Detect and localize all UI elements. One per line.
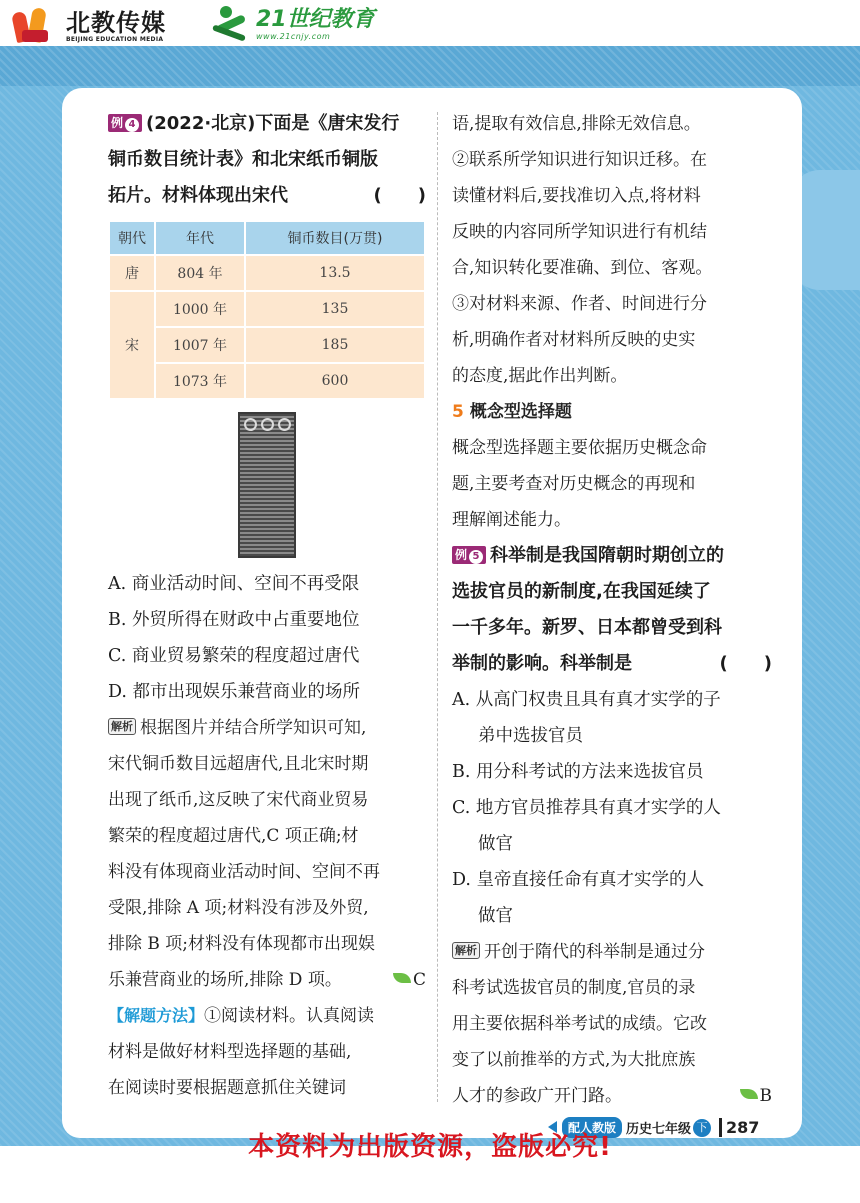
method-line: 语,提取有效信息,排除无效信息。 (452, 114, 701, 134)
example4-options (108, 566, 426, 710)
method-left (108, 998, 426, 1106)
option-c: C. 地方官员推荐具有真才实学的人 (452, 798, 721, 818)
table-header: 朝代 (109, 221, 155, 255)
table-cell-year: 1007 年 (155, 327, 245, 363)
table-row (109, 363, 425, 399)
method-line: 材料是做好材料型选择题的基础, (108, 1042, 352, 1062)
answer-paren: ( ) (719, 653, 772, 674)
right-column (452, 106, 772, 1114)
coin-table (108, 220, 426, 400)
analysis-line: 用主要依据科举考试的成绩。它改 (452, 1014, 707, 1034)
example4-line-1: 例 4 (2022·北京)下面是《唐宋发行 (108, 106, 426, 142)
method-right (452, 106, 772, 394)
table-cell-count: 13.5 (245, 255, 425, 291)
example5-line-3: 一千多年。新罗、日本都曾受到科 (452, 617, 722, 638)
option-d: D. 皇帝直接任命有真才实学的人 (452, 870, 705, 890)
answer-paren: ( ) (373, 185, 426, 206)
beijing-education-media-logo (8, 6, 166, 46)
example4-line-2: 铜币数目统计表》和北宋纸币铜版 (108, 149, 378, 170)
method-line: 在阅读时要根据题意抓住关键词 (108, 1078, 346, 1098)
method-line: 读懂材料后,要找准切入点,将材料 (452, 186, 701, 206)
method-line: 的态度,据此作出判断。 (452, 366, 628, 386)
method-line: ②联系所学知识进行知识迁移。在 (452, 150, 707, 170)
analysis-line: 人才的参政广开门路。 B (452, 1078, 772, 1114)
example-tag: 例 4 (108, 114, 142, 132)
table-row (109, 327, 425, 363)
table-row (109, 255, 425, 291)
leaf-icon (393, 973, 411, 983)
table-header-row (109, 221, 425, 255)
analysis-line: 出现了纸币,这反映了宋代商业贸易 (108, 790, 369, 810)
analysis-line: 科考试选拔官员的制度,官员的录 (452, 978, 696, 998)
analysis-line: 解析 根据图片并结合所学知识可知, (108, 710, 426, 746)
subject-label: 历史七年级 (626, 1122, 692, 1137)
analysis-tag: 解析 (108, 718, 136, 735)
frame-top-strip (0, 46, 860, 86)
header (0, 0, 860, 50)
table-header: 年代 (155, 221, 245, 255)
option-a: A. 商业活动时间、空间不再受限 (108, 574, 360, 594)
page-number: 287 (719, 1118, 759, 1137)
analysis-line: 受限,排除 A 项;材料没有涉及外贸, (108, 898, 369, 918)
analysis-line: 繁荣的程度超过唐代,C 项正确;材 (108, 826, 359, 846)
example5-line-4: 举制的影响。科举制是 ( ) (452, 646, 772, 682)
answer: C (393, 962, 426, 998)
21cnjy-logo (210, 4, 375, 44)
option-b: B. 用分科考试的方法来选拔官员 (452, 762, 704, 782)
analysis-line: 宋代铜币数目远超唐代,且北宋时期 (108, 754, 369, 774)
table-cell-count: 135 (245, 291, 425, 327)
table-header: 铜币数目(万贯) (245, 221, 425, 255)
table-cell-count: 185 (245, 327, 425, 363)
section5-line: 理解阐述能力。 (452, 510, 571, 530)
table-cell-year: 804 年 (155, 255, 245, 291)
example5-line-1: 例 5 科举制是我国隋朝时期创立的 (452, 538, 772, 574)
paper-money-rubbing-image (238, 412, 296, 558)
volume-badge: 下 (693, 1119, 711, 1137)
section5-body (452, 430, 772, 538)
option-b: B. 外贸所得在财政中占重要地位 (108, 610, 360, 630)
table-cell-dynasty: 宋 (109, 291, 155, 399)
analysis-tag: 解析 (452, 942, 480, 959)
section5-line: 概念型选择题主要依据历史概念命 (452, 438, 707, 458)
logo1-name: 北教传媒 (66, 8, 166, 37)
table-row (109, 291, 425, 327)
section5-line: 题,主要考查对历史概念的再现和 (452, 474, 696, 494)
analysis-line: 乐兼营商业的场所,排除 D 项。 C (108, 962, 426, 998)
answer: B (740, 1078, 773, 1114)
method-line: 【解题方法】①阅读材料。认真阅读 (108, 1006, 375, 1026)
example5-options (452, 682, 772, 934)
edition-badge: 配人教版 (562, 1117, 622, 1138)
logo2-name: 21世纪教育 (256, 6, 375, 32)
example5-stem (452, 538, 772, 682)
option-a-cont: 弟中选拔官员 (478, 726, 583, 746)
example4-stem (108, 106, 426, 214)
left-column (108, 106, 426, 1106)
table-cell-count: 600 (245, 363, 425, 399)
example5-line-2: 选拔官员的新制度,在我国延续了 (452, 581, 711, 602)
example-tag: 例 5 (452, 546, 486, 564)
logo2-url: www.21cnjy.com (256, 31, 331, 41)
leaf-icon (740, 1089, 758, 1099)
method-line: 析,明确作者对材料所反映的史实 (452, 330, 696, 350)
logo-mark-icon (8, 6, 60, 46)
table-cell-year: 1000 年 (155, 291, 245, 327)
example4-analysis (108, 710, 426, 998)
analysis-line: 料没有体现商业活动时间、空间不再 (108, 862, 380, 882)
analysis-line: 变了以前推举的方式,为大批庶族 (452, 1050, 696, 1070)
table-cell-dynasty: 唐 (109, 255, 155, 291)
column-divider (437, 112, 438, 1102)
logo1-english: BEIJING EDUCATION MEDIA (66, 35, 164, 43)
option-d: D. 都市出现娱乐兼营商业的场所 (108, 682, 361, 702)
method-line: ③对材料来源、作者、时间进行分 (452, 294, 707, 314)
option-a: A. 从高门权贵且具有真才实学的子 (452, 690, 721, 710)
method-line: 反映的内容同所学知识进行有机结 (452, 222, 707, 242)
table-cell-year: 1073 年 (155, 363, 245, 399)
option-c: C. 商业贸易繁荣的程度超过唐代 (108, 646, 360, 666)
analysis-line: 排除 B 项;材料没有体现都市出现娱 (108, 934, 376, 954)
analysis-line: 解析 开创于隋代的科举制是通过分 (452, 934, 772, 970)
watermark: 本资料为出版资源，盗版必究! (248, 1132, 612, 1162)
method-line: 合,知识转化要准确、到位、客观。 (452, 258, 713, 278)
example4-line-3: 拓片。材料体现出宋代 ( ) (108, 178, 426, 214)
method-tag: 【解题方法】 (108, 1006, 205, 1025)
option-d-cont: 做官 (478, 906, 513, 926)
example5-analysis (452, 934, 772, 1114)
section5-title: 5 概念型选择题 (452, 402, 572, 422)
option-c-cont: 做官 (478, 834, 513, 854)
runner-icon (210, 4, 254, 44)
